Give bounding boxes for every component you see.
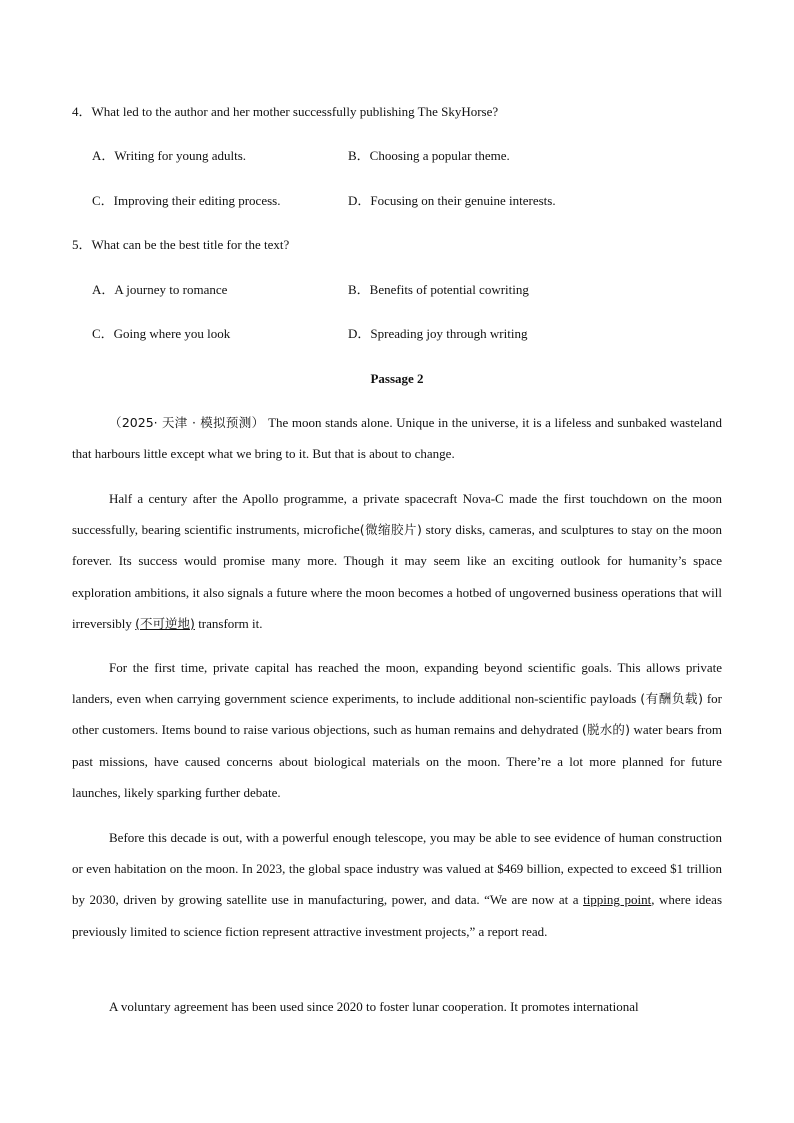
paragraph-2-text-b: story disks, cameras, and sculptures to stay on the moon forever. Its success would promise many more. Though it may seem like an exciting outlook for humanity’s space exploration ambitions, it also signals a future where the moon becomes a hotbed of ungoverned business operations that will irreversibly bbox=[72, 522, 722, 631]
paragraph-1-text: The moon stands alone. Unique in the universe, it is a lifeless and sunbaked wasteland that harbours little except what we bring to it. But that is about to change. bbox=[72, 415, 722, 462]
passage-paragraph-2 bbox=[72, 483, 722, 639]
paragraph-2-text-a: Half a century after the Apollo programme, a private spacecraft Nova-C made the first touchdown on the moon successfully, bearing scientific instruments, microfiche bbox=[72, 491, 722, 538]
underlined-phrase: tipping point bbox=[583, 892, 652, 908]
paragraph-3-text-a: For the first time, private capital has reached the moon, expanding beyond scientific goals. This allows private landers, even when carrying government science experiments, to include additional non-scientific payloads bbox=[72, 660, 722, 707]
paragraph-2-text-c: transform it. bbox=[194, 615, 263, 631]
question-5-option-b: B．Benefits of potential cowriting bbox=[348, 282, 529, 297]
passage-paragraph-4 bbox=[72, 822, 722, 947]
passage-paragraph-1 bbox=[72, 407, 722, 469]
gloss-dehydrated: (脱水的) bbox=[581, 722, 631, 738]
question-4-option-c: C．Improving their editing process. bbox=[92, 193, 281, 208]
paragraph-3-text-c: water bears from past missions, have caused concerns about biological materials on the moon. There’re a lot more planned for future launches, likely sparking further debate. bbox=[72, 722, 722, 800]
passage-paragraph-5: A voluntary agreement has been used since 2020 to foster lunar cooperation. It promotes international bbox=[109, 999, 639, 1014]
question-5-option-d: D．Spreading joy through writing bbox=[348, 326, 528, 341]
gloss-irreversibly: (不可逆地) bbox=[135, 615, 195, 631]
passage-title: Passage 2 bbox=[370, 371, 424, 386]
question-4-option-d: D．Focusing on their genuine interests. bbox=[348, 193, 556, 208]
source-tag: （2025· 天津 · 模拟预测） bbox=[109, 415, 265, 430]
question-5-stem: 5．What can be the best title for the text? bbox=[72, 237, 290, 252]
passage-paragraph-3 bbox=[72, 652, 722, 808]
question-5-option-a: A．A journey to romance bbox=[92, 282, 228, 297]
question-4-option-a: A．Writing for young adults. bbox=[92, 148, 247, 163]
paragraph-4-text-b: , where ideas previously limited to science fiction represent attractive investment projects,” a report read. bbox=[72, 892, 722, 939]
question-4-option-b: B．Choosing a popular theme. bbox=[348, 148, 510, 163]
question-4-stem: 4．What led to the author and her mother successfully publishing The SkyHorse? bbox=[72, 104, 499, 119]
gloss-payloads: (有酬负载) bbox=[640, 691, 703, 707]
paragraph-4-text-a: Before this decade is out, with a powerful enough telescope, you may be able to see evidence of human construction or even habitation on the moon. In 2023, the global space industry was valued at $469 billion, expected to exceed $1 trillion by 2030, driven by growing satellite use in manufacturing, power, and data. “We are now at a bbox=[72, 830, 722, 908]
paragraph-3-text-b: for other customers. Items bound to raise various objections, such as human remains and dehydrated bbox=[72, 691, 722, 738]
gloss-microfiche: (微缩胶片) bbox=[359, 522, 422, 538]
question-5-option-c: C．Going where you look bbox=[92, 326, 231, 341]
